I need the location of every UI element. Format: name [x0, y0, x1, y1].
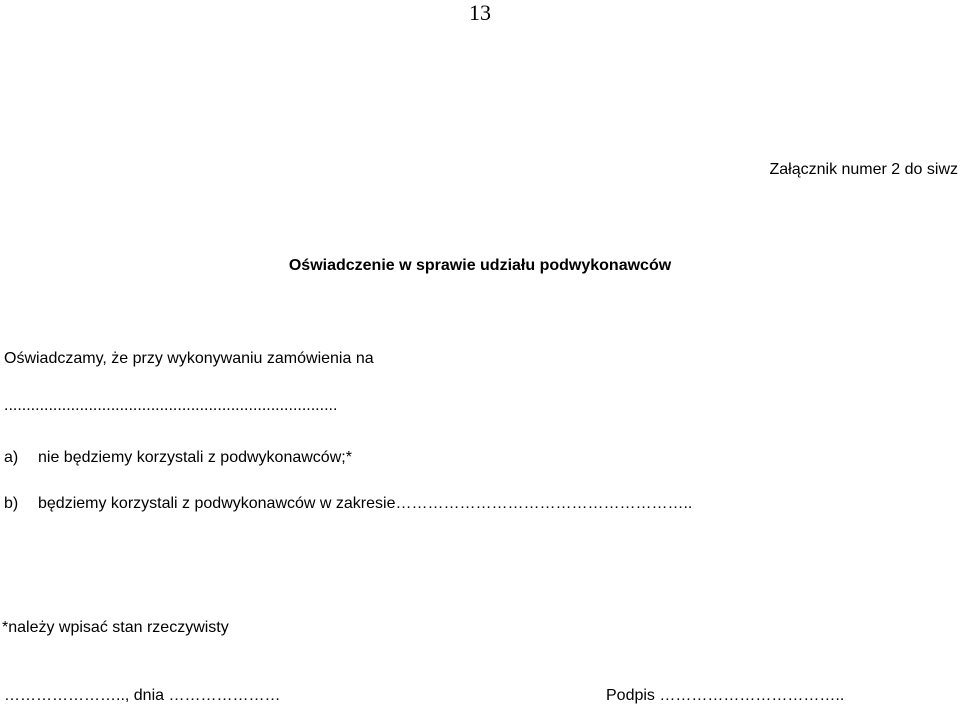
option-b-text: będziemy korzystali z podwykonawców w zakresie……………………………………………….. — [38, 495, 693, 512]
order-name-field: ........................................................................... — [4, 397, 338, 414]
signature-line: Podpis …………………………….. — [606, 687, 845, 704]
option-b — [4, 494, 692, 514]
option-b-marker: b) — [4, 495, 19, 512]
footnote: *należy wpisać stan rzeczywisty — [2, 619, 229, 636]
page-number: 13 — [469, 0, 491, 25]
document-title: Oświadczenie w sprawie udziału podwykonawców — [288, 257, 672, 274]
option-a-marker: a) — [4, 449, 19, 466]
annex-label: Załącznik numer 2 do siwz — [769, 161, 958, 178]
statement-text: Oświadczamy, że przy wykonywaniu zamówienia na — [4, 350, 374, 367]
place-date-line: ………………….., dnia ………………… — [4, 687, 281, 704]
option-a-text: nie będziemy korzystali z podwykonawców;* — [38, 449, 352, 466]
option-a — [4, 448, 352, 468]
